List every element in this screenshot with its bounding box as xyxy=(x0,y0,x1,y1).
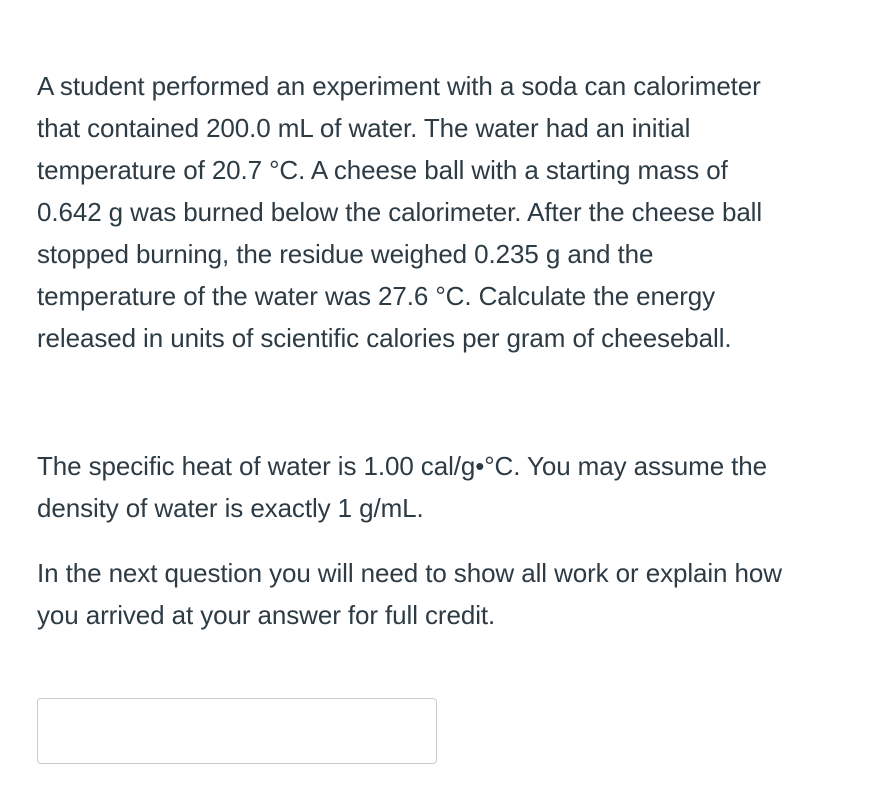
question-paragraph-experiment: A student performed an experiment with a soda can calorimeter that contained 200.0 mL of water. The water had an initial temperature of 20.7 °C. A cheese ball with a starting mass of 0.642 g was burned below the calorimeter. After the cheese ball stopped burning, the residue weighed 0.235 g and the temperature of the water was 27.6 °C. Calculate the energy released in units of scientific calories per gram of cheeseball. xyxy=(37,71,763,353)
question-paragraph-instructions: In the next question you will need to show all work or explain how you arrived at your answer for full credit. xyxy=(37,558,782,630)
question-paragraph-specific-heat: The specific heat of water is 1.00 cal/g•°C. You may assume the density of water is exactly 1 g/mL. xyxy=(37,451,768,523)
answer-input[interactable] xyxy=(37,698,437,764)
